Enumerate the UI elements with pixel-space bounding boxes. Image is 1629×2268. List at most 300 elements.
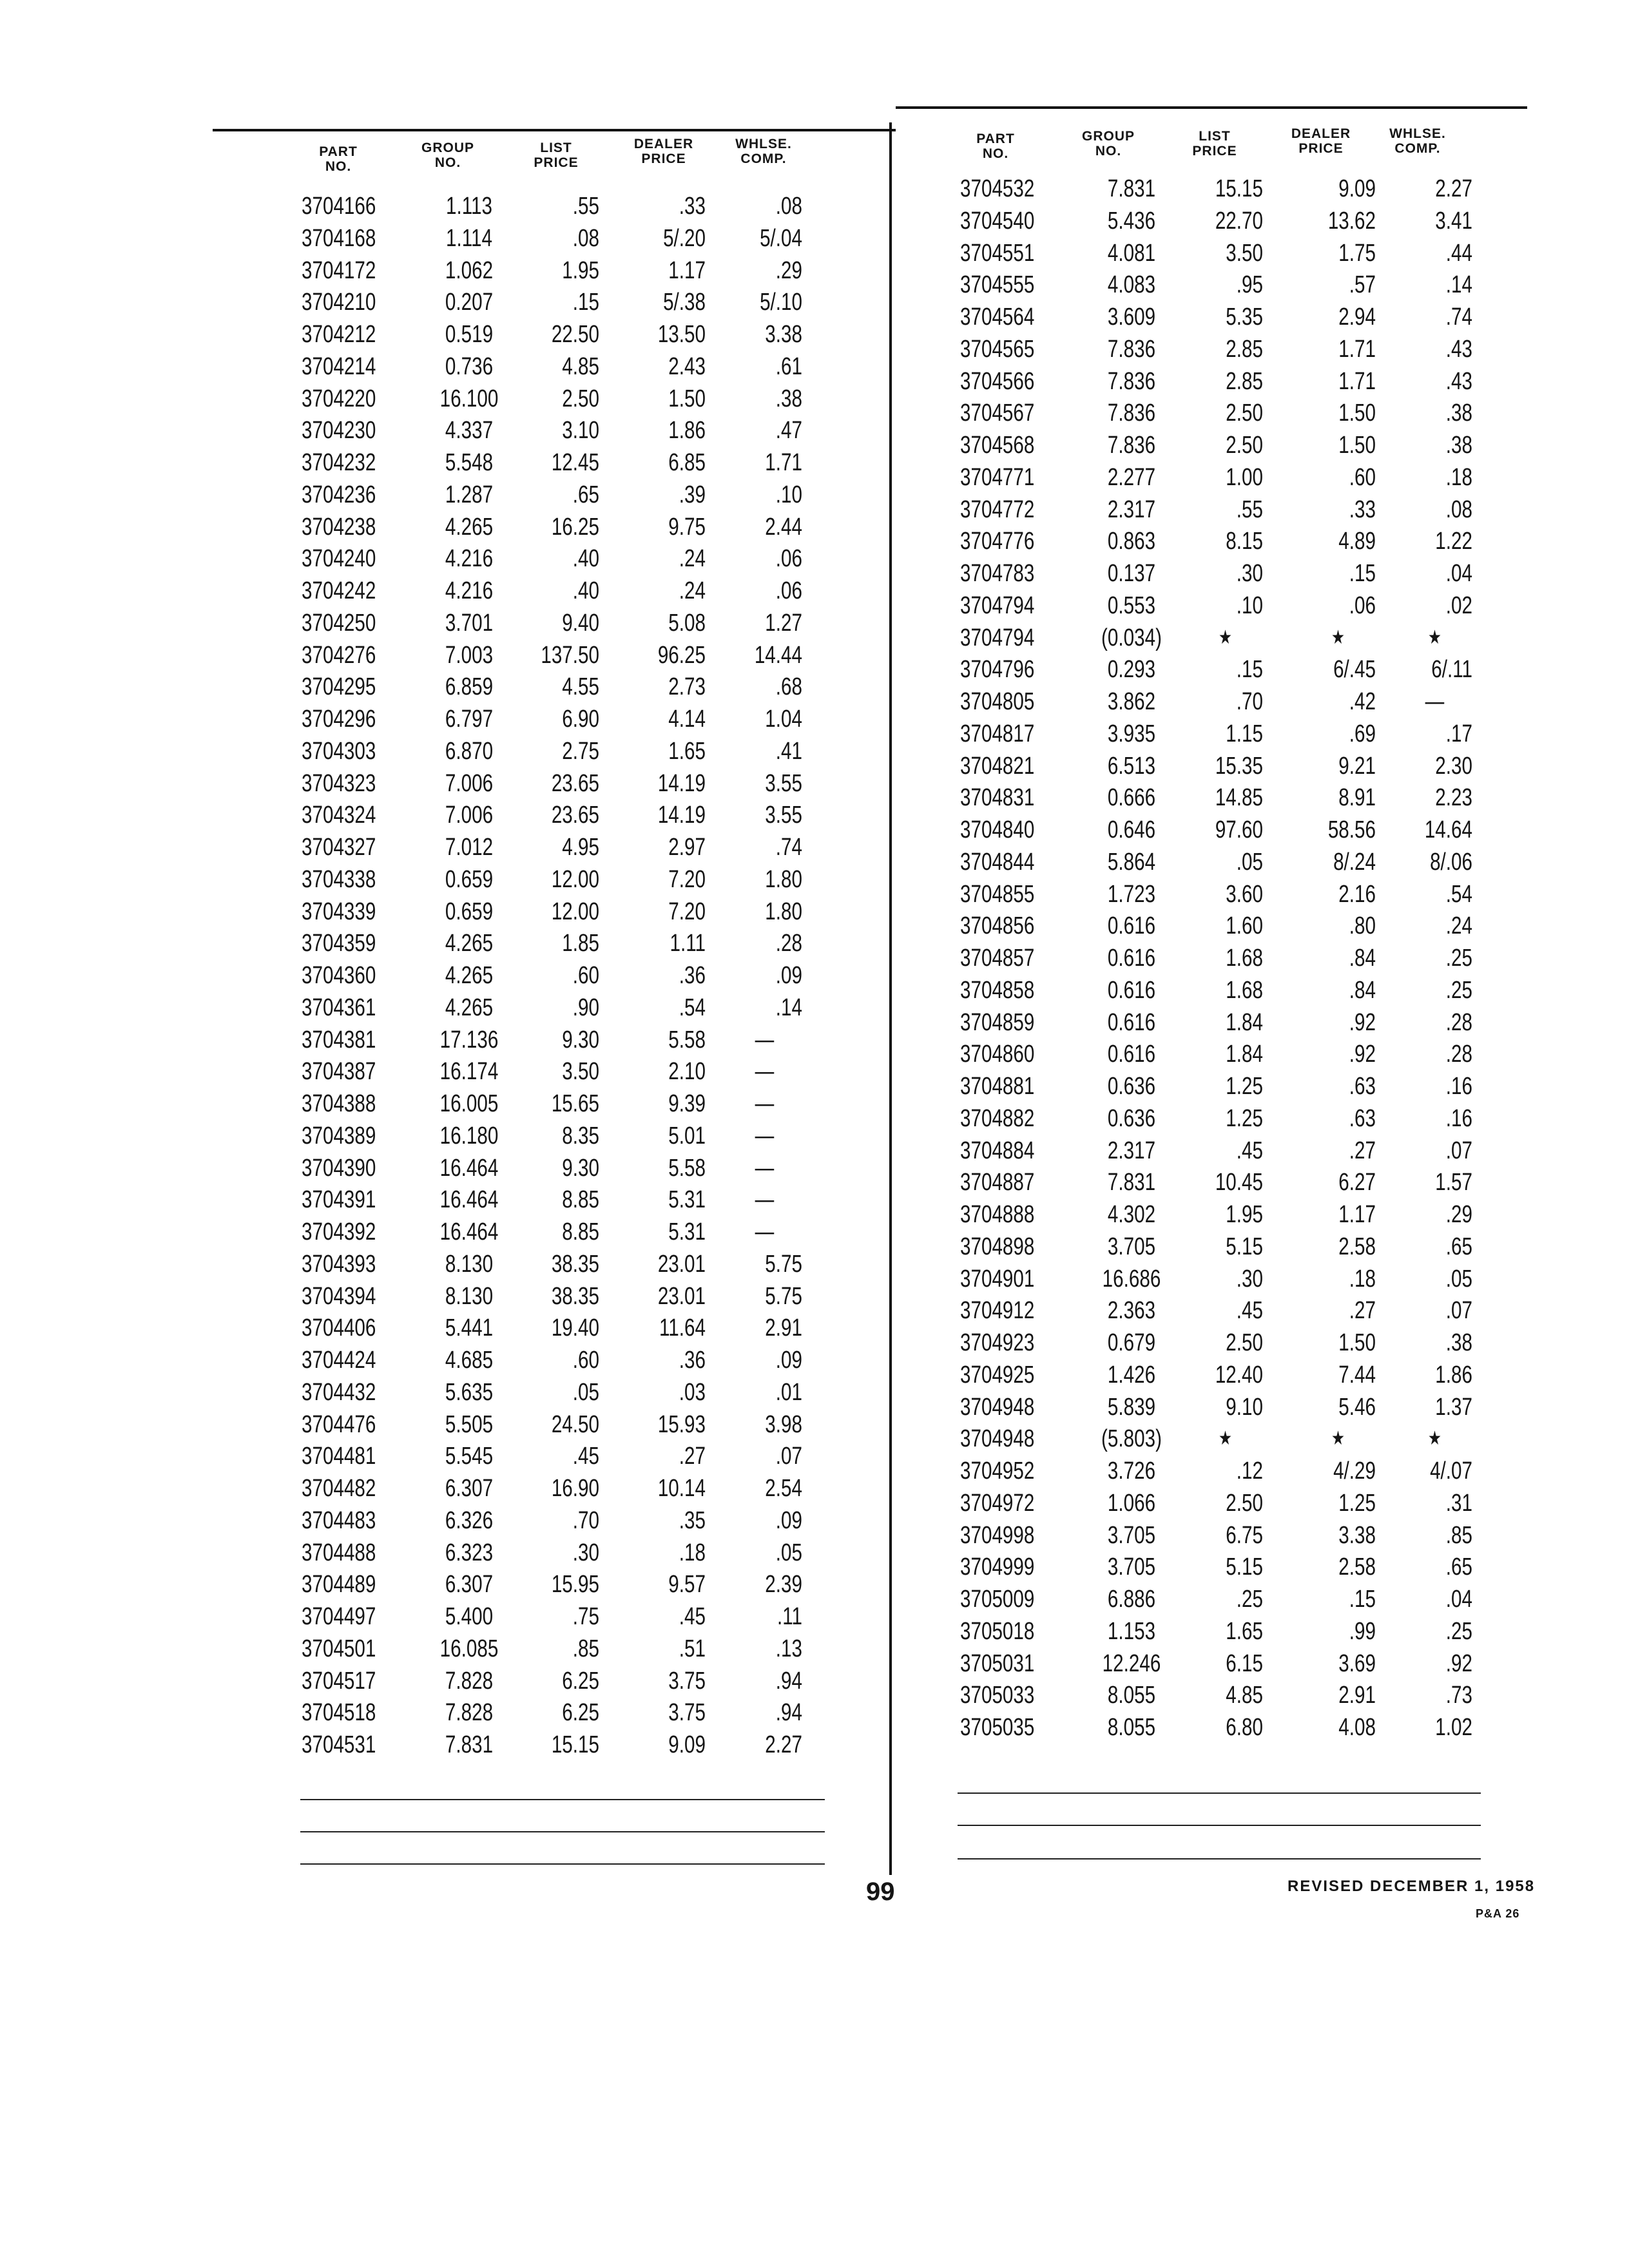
table-row: [0, 974, 1547, 1006]
list-price: .45: [572, 1443, 599, 1470]
whlse-comp: .68: [775, 673, 802, 701]
whlse-comp: .05: [1445, 1265, 1472, 1293]
part-number: 3704220: [302, 385, 376, 412]
dealer-price: 8.91: [1338, 784, 1376, 812]
part-number: 3704796: [960, 656, 1035, 684]
part-number: 3704840: [960, 816, 1035, 843]
table-row: [0, 1615, 1547, 1648]
group-number: 4.302: [1107, 1201, 1156, 1228]
list-price: 8.85: [562, 1218, 599, 1245]
table-row: [0, 1359, 1547, 1391]
part-number: 3704497: [302, 1603, 376, 1630]
whlse-comp: 5.75: [765, 1282, 802, 1310]
table-row: [0, 878, 1547, 910]
part-number: 3704887: [960, 1169, 1035, 1196]
whlse-comp: .10: [775, 481, 802, 508]
group-number: 0.666: [1107, 784, 1156, 812]
dealer-price: 1.50: [668, 385, 706, 412]
list-price: 1.25: [1226, 1104, 1263, 1132]
group-number: 0.207: [445, 289, 494, 316]
list-price: .12: [1236, 1457, 1263, 1485]
table-row: [0, 525, 1547, 557]
table-row: [0, 750, 1547, 782]
list-price: 2.85: [1226, 367, 1263, 395]
dealer-price: 5.58: [668, 1154, 706, 1182]
part-number: 3704338: [302, 865, 376, 893]
part-number: 3704166: [302, 193, 376, 220]
dealer-price: 7.20: [668, 898, 706, 925]
group-number: 1.723: [1107, 880, 1156, 908]
whlse-comp: —: [755, 1122, 775, 1149]
list-price: 2.50: [562, 385, 599, 412]
dealer-price: 11.64: [659, 1314, 706, 1342]
list-price: 2.50: [1226, 1489, 1263, 1517]
part-number: 3704555: [960, 271, 1035, 299]
whlse-comp: —: [755, 1218, 775, 1245]
group-number: 0.659: [445, 865, 494, 893]
whlse-comp: .94: [775, 1699, 802, 1727]
list-price: .30: [572, 1539, 599, 1566]
list-price: 23.65: [551, 769, 599, 797]
part-number: 3704783: [960, 560, 1035, 587]
whlse-comp: .85: [1445, 1521, 1472, 1549]
table-row: [0, 1648, 1547, 1680]
list-price: 6.75: [1226, 1521, 1263, 1549]
part-number: 3704844: [960, 848, 1035, 876]
whlse-comp: .29: [1445, 1201, 1472, 1228]
dealer-price: 23.01: [657, 1250, 706, 1278]
part-number: 3704381: [302, 1026, 376, 1053]
list-price: 15.95: [551, 1571, 599, 1599]
table-row: [0, 1327, 1547, 1359]
list-price: 3.50: [562, 1058, 599, 1086]
dealer-price: 3.75: [668, 1667, 706, 1695]
part-number: 3704776: [960, 528, 1035, 555]
part-number: 3704888: [960, 1201, 1035, 1228]
table-row: [0, 1711, 1547, 1744]
list-price: .25: [1236, 1586, 1263, 1613]
list-price: 1.95: [562, 256, 599, 284]
right-header-list: LIST PRICE: [1192, 129, 1237, 159]
whlse-comp: .07: [1445, 1137, 1472, 1164]
whlse-comp: .04: [1445, 1586, 1472, 1613]
group-number: 0.616: [1107, 1041, 1156, 1068]
list-price: 12.00: [551, 865, 599, 893]
dealer-price: 9.09: [1338, 175, 1376, 202]
group-number: 1.287: [445, 481, 494, 508]
list-price: ★: [1219, 626, 1232, 648]
whlse-comp: .61: [775, 352, 802, 380]
dealer-price: 14.19: [657, 802, 706, 829]
dealer-price: 96.25: [657, 641, 706, 669]
part-number: 3704324: [302, 802, 376, 829]
left-header-group: GROUP NO.: [421, 140, 474, 170]
whlse-comp: .18: [1445, 463, 1472, 491]
group-number: 0.616: [1107, 912, 1156, 940]
whlse-comp: 2.44: [765, 513, 802, 541]
list-price: 12.00: [551, 898, 599, 925]
page-number: 99: [866, 1878, 895, 1906]
part-number: 3704771: [960, 463, 1035, 491]
dealer-price: 7.44: [1338, 1361, 1376, 1389]
list-price: 2.85: [1226, 335, 1263, 363]
list-price: 97.60: [1215, 816, 1263, 843]
part-number: 3704232: [302, 449, 376, 476]
list-price: 1.60: [1226, 912, 1263, 940]
part-number: 3704406: [302, 1314, 376, 1342]
part-number: 3704540: [960, 207, 1035, 235]
dealer-price: .51: [679, 1635, 706, 1662]
whlse-comp: 3.55: [765, 769, 802, 797]
group-number: 16.174: [439, 1058, 499, 1086]
list-price: .85: [572, 1635, 599, 1662]
table-row: [0, 590, 1547, 622]
top-rule-right: [896, 106, 1527, 109]
part-number: 3704482: [302, 1475, 376, 1502]
part-number: 3704972: [960, 1489, 1035, 1517]
left-header-part: PART NO.: [319, 144, 358, 174]
part-number: 3704388: [302, 1090, 376, 1117]
group-number: 0.616: [1107, 945, 1156, 972]
group-number: 1.153: [1107, 1617, 1156, 1645]
whlse-comp: —: [755, 1090, 775, 1117]
group-number: 7.836: [1107, 367, 1156, 395]
part-number: 3704172: [302, 256, 376, 284]
dealer-price: 7.20: [668, 865, 706, 893]
group-number: 7.831: [1107, 1169, 1156, 1196]
part-number: 3704240: [302, 545, 376, 573]
table-row: [0, 1198, 1547, 1231]
dealer-price: .63: [1349, 1104, 1376, 1132]
dealer-price: 1.65: [668, 737, 706, 765]
list-price: 6.90: [562, 706, 599, 733]
part-number: 3704998: [960, 1521, 1035, 1549]
dealer-price: .54: [679, 994, 706, 1021]
list-price: .55: [572, 193, 599, 220]
group-number: 3.935: [1107, 720, 1156, 747]
list-price: 38.35: [551, 1282, 599, 1310]
dealer-price: 8/.24: [1333, 848, 1376, 876]
group-number: 4.265: [445, 513, 494, 541]
whlse-comp: .43: [1445, 335, 1472, 363]
whlse-comp: 2.27: [1435, 175, 1472, 202]
part-number: 3704214: [302, 352, 376, 380]
dealer-price: 4.89: [1338, 528, 1376, 555]
part-number: 3704568: [960, 432, 1035, 459]
group-number: 0.679: [1107, 1329, 1156, 1356]
group-number: 7.003: [445, 641, 494, 669]
list-price: 2.50: [1226, 432, 1263, 459]
group-number: 16.686: [1102, 1265, 1161, 1293]
list-price: 1.84: [1226, 1041, 1263, 1068]
whlse-comp: .65: [1445, 1553, 1472, 1581]
list-price: .70: [572, 1506, 599, 1534]
dealer-price: 2.94: [1338, 303, 1376, 331]
right-header-whlse: WHLSE. COMP.: [1389, 126, 1446, 156]
list-price: 14.85: [1215, 784, 1263, 812]
whlse-comp: —: [755, 1186, 775, 1214]
group-number: 0.646: [1107, 816, 1156, 843]
part-number: 3704212: [302, 321, 376, 348]
dealer-price: 14.19: [657, 769, 706, 797]
part-number: 3704389: [302, 1122, 376, 1149]
blank-line: [958, 1825, 1481, 1826]
list-price: 1.85: [562, 930, 599, 957]
whlse-comp: 14.64: [1424, 816, 1472, 843]
list-price: 19.40: [551, 1314, 599, 1342]
whlse-comp: 2.27: [765, 1731, 802, 1758]
group-number: 3.705: [1107, 1521, 1156, 1549]
dealer-price: 2.16: [1338, 880, 1376, 908]
table-row: [0, 1135, 1547, 1167]
list-price: 9.10: [1226, 1393, 1263, 1421]
list-price: .65: [572, 481, 599, 508]
part-number: 3704424: [302, 1347, 376, 1374]
group-number: 12.246: [1102, 1649, 1161, 1677]
dealer-price: 5/.20: [663, 224, 706, 252]
whlse-comp: 3.38: [765, 321, 802, 348]
dealer-price: 23.01: [657, 1282, 706, 1310]
whlse-comp: 4/.07: [1430, 1457, 1472, 1485]
part-number: 3704948: [960, 1393, 1035, 1421]
part-number: 3704856: [960, 912, 1035, 940]
whlse-comp: .06: [775, 545, 802, 573]
whlse-comp: .04: [1445, 560, 1472, 587]
part-number: 3705033: [960, 1682, 1035, 1709]
part-number: 3704881: [960, 1073, 1035, 1100]
dealer-price: .63: [1349, 1073, 1376, 1100]
dealer-price: 6/.45: [1333, 656, 1376, 684]
dealer-price: .27: [1349, 1137, 1376, 1164]
dealer-price: ★: [1331, 1428, 1345, 1450]
whlse-comp: .38: [1445, 432, 1472, 459]
list-price: 9.40: [562, 609, 599, 637]
table-row: [0, 1038, 1547, 1070]
group-number: 5.505: [445, 1410, 494, 1438]
part-number: 3704276: [302, 641, 376, 669]
whlse-comp: .01: [775, 1378, 802, 1406]
group-number: 8.055: [1107, 1682, 1156, 1709]
part-number: 3705009: [960, 1586, 1035, 1613]
table-row: [0, 1455, 1547, 1487]
table-row: [0, 1679, 1547, 1711]
dealer-price: 10.14: [657, 1475, 706, 1502]
whlse-comp: .74: [1445, 303, 1472, 331]
list-price: .55: [1236, 495, 1263, 523]
group-number: 6.307: [445, 1475, 494, 1502]
group-number: 5.545: [445, 1443, 494, 1470]
whlse-comp: .14: [1445, 271, 1472, 299]
group-number: 7.831: [445, 1731, 494, 1758]
group-number: 6.326: [445, 1506, 494, 1534]
group-number: 16.100: [439, 385, 499, 412]
list-price: 5.15: [1226, 1233, 1263, 1260]
list-price: 1.84: [1226, 1008, 1263, 1036]
dealer-price: 1.71: [1338, 367, 1376, 395]
group-number: 0.736: [445, 352, 494, 380]
part-number: 3704489: [302, 1571, 376, 1599]
whlse-comp: .73: [1445, 1682, 1472, 1709]
dealer-price: 9.75: [668, 513, 706, 541]
whlse-comp: .09: [775, 962, 802, 989]
group-number: 3.701: [445, 609, 494, 637]
part-number: 3704250: [302, 609, 376, 637]
list-price: 15.65: [551, 1090, 599, 1117]
whlse-comp: .25: [1445, 976, 1472, 1004]
part-number: 3704912: [960, 1297, 1035, 1325]
part-number: 3704361: [302, 994, 376, 1021]
dealer-price: 58.56: [1327, 816, 1376, 843]
list-price: 23.65: [551, 802, 599, 829]
revised-date: REVISED DECEMBER 1, 1958: [1287, 1878, 1536, 1895]
whlse-comp: .14: [775, 994, 802, 1021]
list-price: .75: [572, 1603, 599, 1630]
whlse-comp: .28: [1445, 1008, 1472, 1036]
part-number: 3704564: [960, 303, 1035, 331]
whlse-comp: —: [755, 1058, 775, 1086]
list-price: .08: [572, 224, 599, 252]
whlse-comp: .11: [776, 1603, 802, 1630]
whlse-comp: 1.02: [1435, 1714, 1472, 1741]
dealer-price: 4.08: [1338, 1714, 1376, 1741]
group-number: 3.705: [1107, 1553, 1156, 1581]
part-number: 3704923: [960, 1329, 1035, 1356]
part-number: 3704859: [960, 1008, 1035, 1036]
group-number: 5.441: [445, 1314, 494, 1342]
group-number: 1.062: [445, 256, 494, 284]
group-number: 0.863: [1107, 528, 1156, 555]
whlse-comp: .43: [1445, 367, 1472, 395]
whlse-comp: .94: [775, 1667, 802, 1695]
part-number: 3704551: [960, 239, 1035, 267]
group-number: 2.317: [1107, 1137, 1156, 1164]
group-number: 2.277: [1107, 463, 1156, 491]
group-number: 7.006: [445, 802, 494, 829]
part-number: 3704925: [960, 1361, 1035, 1389]
blank-line: [958, 1792, 1481, 1794]
list-price: 1.68: [1226, 945, 1263, 972]
group-number: 4.083: [1107, 271, 1156, 299]
group-number: 6.859: [445, 673, 494, 701]
part-number: 3704565: [960, 335, 1035, 363]
group-number: 2.317: [1107, 495, 1156, 523]
group-number: 16.464: [439, 1186, 499, 1214]
whlse-comp: 5/.10: [760, 289, 802, 316]
table-row: [0, 397, 1547, 429]
part-number: 3704501: [302, 1635, 376, 1662]
list-price: 8.15: [1226, 528, 1263, 555]
list-price: .05: [572, 1378, 599, 1406]
dealer-price: ★: [1331, 626, 1345, 648]
top-rule-left: [213, 129, 896, 131]
table-row: [0, 1006, 1547, 1039]
whlse-comp: 2.54: [765, 1475, 802, 1502]
group-number: 7.831: [1107, 175, 1156, 202]
whlse-comp: .17: [1445, 720, 1472, 747]
table-row: [0, 1519, 1547, 1552]
part-number: 3704518: [302, 1699, 376, 1727]
whlse-comp: .16: [1445, 1104, 1472, 1132]
whlse-comp: .28: [775, 930, 802, 957]
whlse-comp: .47: [775, 417, 802, 445]
list-price: 15.15: [1215, 175, 1263, 202]
dealer-price: 5.01: [668, 1122, 706, 1149]
list-price: .40: [572, 545, 599, 573]
table-row: [0, 622, 1547, 654]
list-price: 1.68: [1226, 976, 1263, 1004]
whlse-comp: 1.80: [765, 865, 802, 893]
right-header-dealer: DEALER PRICE: [1291, 126, 1351, 156]
dealer-price: .42: [1349, 688, 1376, 715]
dealer-price: .24: [679, 577, 706, 604]
part-number: 3704236: [302, 481, 376, 508]
dealer-price: 4/.29: [1333, 1457, 1376, 1485]
list-price: 9.30: [562, 1026, 599, 1053]
dealer-price: 2.58: [1338, 1553, 1376, 1581]
group-number: 16.464: [439, 1154, 499, 1182]
group-number: 8.130: [445, 1250, 494, 1278]
group-number: 7.836: [1107, 335, 1156, 363]
table-row: [0, 461, 1547, 494]
list-price: 6.25: [562, 1667, 599, 1695]
group-number: 7.012: [445, 834, 494, 861]
table-row: [0, 1231, 1547, 1263]
part-number: 3704303: [302, 737, 376, 765]
whlse-comp: .24: [1445, 912, 1472, 940]
dealer-price: 15.93: [657, 1410, 706, 1438]
list-price: .60: [572, 1347, 599, 1374]
whlse-comp: .65: [1445, 1233, 1472, 1260]
dealer-price: 6.27: [1338, 1169, 1376, 1196]
whlse-comp: .13: [775, 1635, 802, 1662]
dealer-price: .92: [1349, 1041, 1376, 1068]
part-number: 3704855: [960, 880, 1035, 908]
whlse-comp: .09: [775, 1347, 802, 1374]
group-number: 7.836: [1107, 432, 1156, 459]
table-row: [0, 557, 1547, 590]
whlse-comp: .29: [775, 256, 802, 284]
part-number: 3704432: [302, 1378, 376, 1406]
table-row: [0, 1391, 1547, 1423]
whlse-comp: .09: [775, 1506, 802, 1534]
whlse-comp: —: [755, 1026, 775, 1053]
whlse-comp: .92: [1445, 1649, 1472, 1677]
list-price: 5.35: [1226, 303, 1263, 331]
group-number: 6.870: [445, 737, 494, 765]
whlse-comp: .08: [775, 193, 802, 220]
part-number: 3704392: [302, 1218, 376, 1245]
table-row: [0, 333, 1547, 365]
list-price: 8.35: [562, 1122, 599, 1149]
table-row: [0, 494, 1547, 526]
list-price: 2.50: [1226, 1329, 1263, 1356]
table-row: [0, 942, 1547, 974]
part-number: 3704393: [302, 1250, 376, 1278]
part-number: 3704794: [960, 624, 1035, 651]
list-price: 4.85: [562, 352, 599, 380]
dealer-price: .84: [1349, 976, 1376, 1004]
part-number: 3704242: [302, 577, 376, 604]
part-number: 3705031: [960, 1649, 1035, 1677]
part-number: 3704531: [302, 1731, 376, 1758]
dealer-price: 5.31: [668, 1218, 706, 1245]
part-number: 3704884: [960, 1137, 1035, 1164]
part-number: 3704772: [960, 495, 1035, 523]
blank-line: [300, 1799, 825, 1800]
section-code: P&A 26: [1476, 1907, 1520, 1920]
whlse-comp: 3.98: [765, 1410, 802, 1438]
part-number: 3704327: [302, 834, 376, 861]
